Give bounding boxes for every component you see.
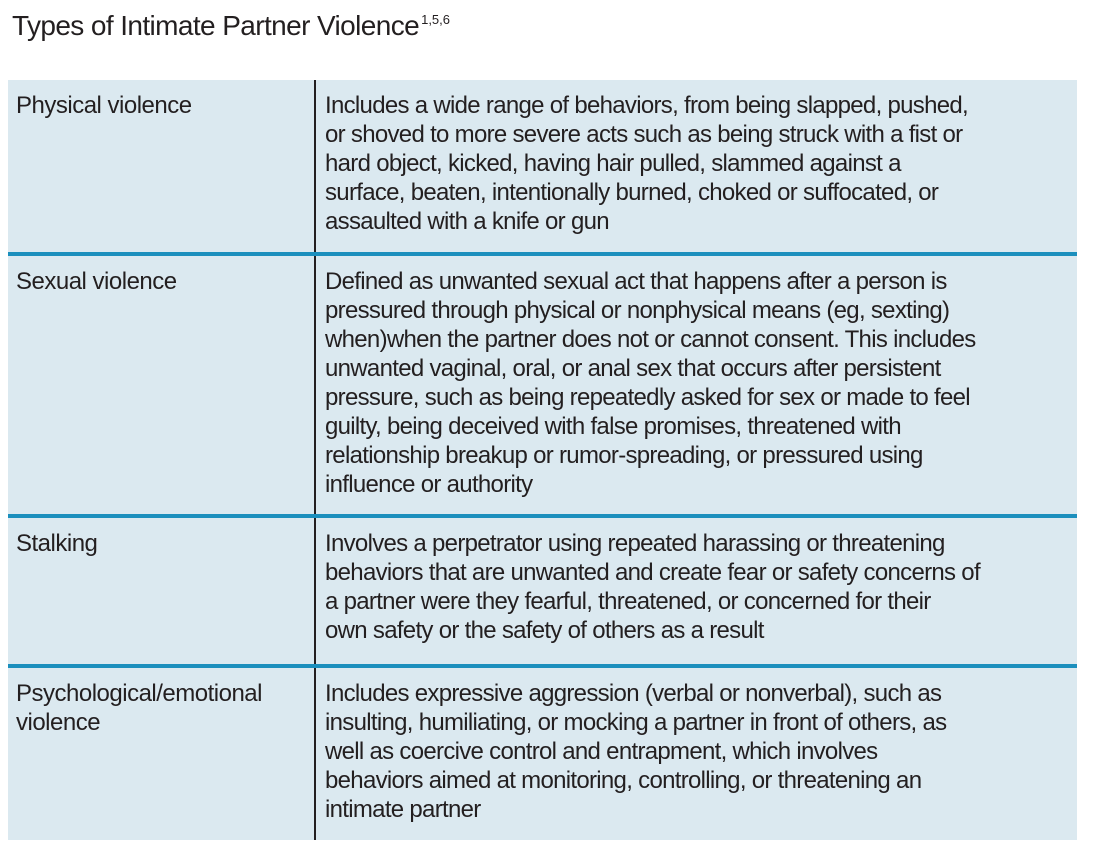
page-title	[12, 10, 450, 42]
violence-type-label: Stalking	[8, 518, 316, 664]
violence-type-description: Includes expressive aggression (verbal or nonverbal), such as insulting, humiliating, or mocking a partner in front of others, as well as coercive control and entrapment, which involves behaviors aimed at monitoring, controlling, or threatening an intimate partner	[325, 680, 947, 823]
violence-types-table	[8, 80, 1077, 840]
violence-type-label: Psychological/emotional violence	[8, 668, 316, 840]
table-row	[8, 514, 1077, 664]
violence-type-description: Includes a wide range of behaviors, from being slapped, pushed, or shoved to more severe acts such as being struck with a fist or hard object, kicked, having hair pulled, slammed against a surface, beaten, intentionally burned, choked or suffocated, or assaulted with a knife or gun	[325, 92, 969, 235]
violence-type-label: Sexual violence	[8, 256, 316, 514]
table-row	[8, 80, 1077, 252]
title-citation: 1,5,6	[421, 12, 451, 27]
table-row	[8, 664, 1077, 840]
title-text: Types of Intimate Partner Violence	[12, 10, 420, 41]
violence-type-description: Defined as unwanted sexual act that happens after a person is pressured through physical or nonphysical means (eg, sexting) when)when the partner does not or cannot consent. This includes unwanted vaginal, oral, or anal sex that occurs after persistent pressure, such as being repeatedly asked for sex or made to feel guilty, being deceived with false promises, threatened with relationship breakup or rumor-spreading, or pressured using influence or authority	[325, 268, 976, 498]
violence-type-description: Involves a perpetrator using repeated harassing or threatening behaviors that are unwanted and create fear or safety concerns of a partner were they fearful, threatened, or concerned for their own safety or the safety of others as a result	[325, 530, 980, 644]
violence-type-label: Physical violence	[8, 80, 316, 252]
table-row	[8, 252, 1077, 514]
